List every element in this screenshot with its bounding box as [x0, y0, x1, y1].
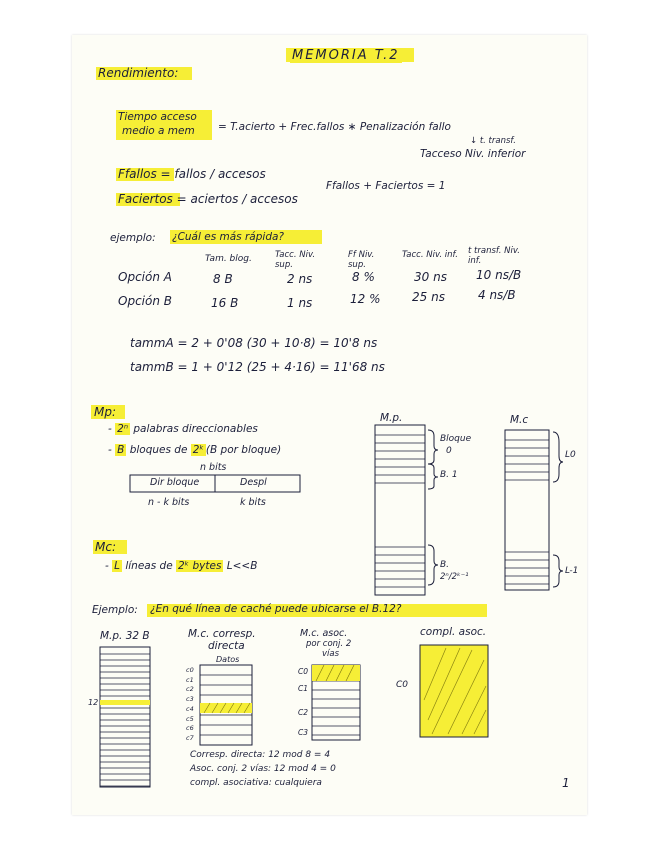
- ffallos-formula: Ffallos = fallos / accesos: [118, 167, 266, 181]
- mp-line1: - 2ⁿ palabras direccionables: [108, 423, 258, 435]
- n-bits-label: n bits: [200, 462, 227, 473]
- blast-label: B.: [440, 560, 450, 570]
- ejemplo2-prompt: Ejemplo:: [92, 604, 138, 616]
- col-header: Tacc. Niv. inf.: [402, 250, 459, 260]
- directa-line-label: c7: [186, 733, 194, 742]
- cell-a: 8 %: [352, 270, 375, 284]
- rendimiento-heading: Rendimiento:: [98, 66, 179, 80]
- diagram-mc-label: M.c: [510, 414, 529, 426]
- asoc-set-c1: C1: [298, 684, 309, 693]
- asoc-set-c2: C2: [298, 708, 309, 717]
- col-header: Tam. blog.: [205, 254, 252, 264]
- directa-line-label: c4: [186, 704, 194, 713]
- despl-field: Despl: [240, 477, 267, 488]
- suma-frecuencias: Ffallos + Faciertos = 1: [326, 180, 446, 192]
- asoc-set-c0: C0: [298, 667, 309, 676]
- directa-line-label: c3: [186, 695, 194, 704]
- row-label-b: Opción B: [118, 294, 172, 308]
- directa-line-label: c1: [186, 675, 194, 684]
- mp32-label: M.p. 32 B: [100, 630, 150, 642]
- cell-b: 16 B: [211, 296, 239, 310]
- row-label-a: Opción A: [118, 270, 172, 284]
- cell-b: 12 %: [350, 292, 381, 306]
- b1-label: B. 1: [440, 470, 458, 480]
- mc-directa-label-1: M.c. corresp.: [188, 628, 256, 640]
- ejemplo1-prompt: ejemplo:: [110, 232, 156, 244]
- formula-tiempo-acceso: = T.acierto + Frec.fallos ∗ Penalización fallo: [218, 121, 451, 133]
- mp-line2: - B bloques de 2ᵏ (B por bloque): [108, 444, 282, 456]
- tiempo-acceso-label-2: medio a mem: [122, 125, 195, 137]
- col-header: t transf. Niv. inf.: [468, 246, 520, 266]
- cell-a: 2 ns: [287, 272, 313, 286]
- note-asoc-conj: Asoc. conj. 2 vías: 12 mod 4 = 0: [190, 764, 336, 774]
- ejemplo1-question: ¿Cuál es más rápida?: [172, 231, 284, 243]
- formula-note-tacceso: Tacceso Niv. inferior: [420, 148, 526, 160]
- mp32-marker: 12: [88, 698, 99, 707]
- diagram-mp-label: M.p.: [380, 412, 403, 424]
- cell-a: 10 ns/B: [476, 268, 522, 282]
- directa-line-label: c0: [186, 666, 194, 674]
- k-bits-label: k bits: [240, 497, 266, 508]
- bloque0-index: 0: [446, 446, 452, 456]
- calc-tamm-a: tammA = 2 + 0'08 (30 + 10·8) = 10'8 ns: [130, 336, 378, 350]
- directa-line-label: c5: [186, 714, 194, 723]
- asoc-label-2: por conj. 2: [306, 639, 352, 649]
- formula-note-transf: ↓ t. transf.: [470, 136, 516, 146]
- blast-index: 2ⁿ/2ᵏ⁻¹: [440, 572, 469, 582]
- cell-b: 1 ns: [287, 296, 313, 310]
- co-label: C0: [396, 680, 409, 690]
- note-directa: Corresp. directa: 12 mod 8 = 4: [190, 750, 331, 760]
- asoc-set-c3: C3: [298, 728, 309, 737]
- mp-heading: Mp:: [94, 405, 117, 419]
- note-compl-asoc: compl. asociativa: cualquiera: [190, 778, 322, 788]
- mc-line: - L líneas de 2ᵏ bytes L<<B: [105, 560, 258, 572]
- directa-line-labels: [186, 666, 194, 744]
- tiempo-acceso-label-1: Tiempo acceso: [118, 111, 197, 123]
- cell-b: 25 ns: [412, 290, 445, 304]
- l1-label: L-1: [565, 566, 579, 576]
- asoc-label-1: M.c. asoc.: [300, 628, 348, 639]
- cell-a: 30 ns: [414, 270, 447, 284]
- mc-heading: Mc:: [95, 540, 116, 554]
- mc-directa-label-2: directa: [208, 640, 245, 652]
- bloque0-label: Bloque: [440, 434, 472, 444]
- page-number: 1: [562, 776, 570, 790]
- nk-bits-label: n - k bits: [148, 497, 190, 508]
- col-header: Ff Niv. sup.: [348, 250, 375, 270]
- calc-tamm-b: tammB = 1 + 0'12 (25 + 4·16) = 11'68 ns: [130, 360, 385, 374]
- dir-bloque-field: Dir bloque: [150, 477, 200, 488]
- faciertos-formula: Faciertos = aciertos / accesos: [118, 192, 298, 206]
- page-title: MEMORIA T.2: [292, 48, 400, 63]
- directa-line-label: c6: [186, 724, 194, 733]
- directa-line-label: c2: [186, 685, 194, 694]
- cell-a: 8 B: [213, 272, 233, 286]
- datos-label: Datos: [216, 655, 240, 664]
- col-header: Tacc. Niv. sup.: [275, 250, 316, 270]
- asoc-label-3: vías: [322, 649, 340, 659]
- cell-b: 4 ns/B: [478, 288, 516, 302]
- l0-label: L0: [565, 450, 576, 460]
- ejemplo2-question: ¿En qué línea de caché puede ubicarse el B.12?: [150, 603, 402, 615]
- compl-asoc-label: compl. asoc.: [420, 626, 487, 638]
